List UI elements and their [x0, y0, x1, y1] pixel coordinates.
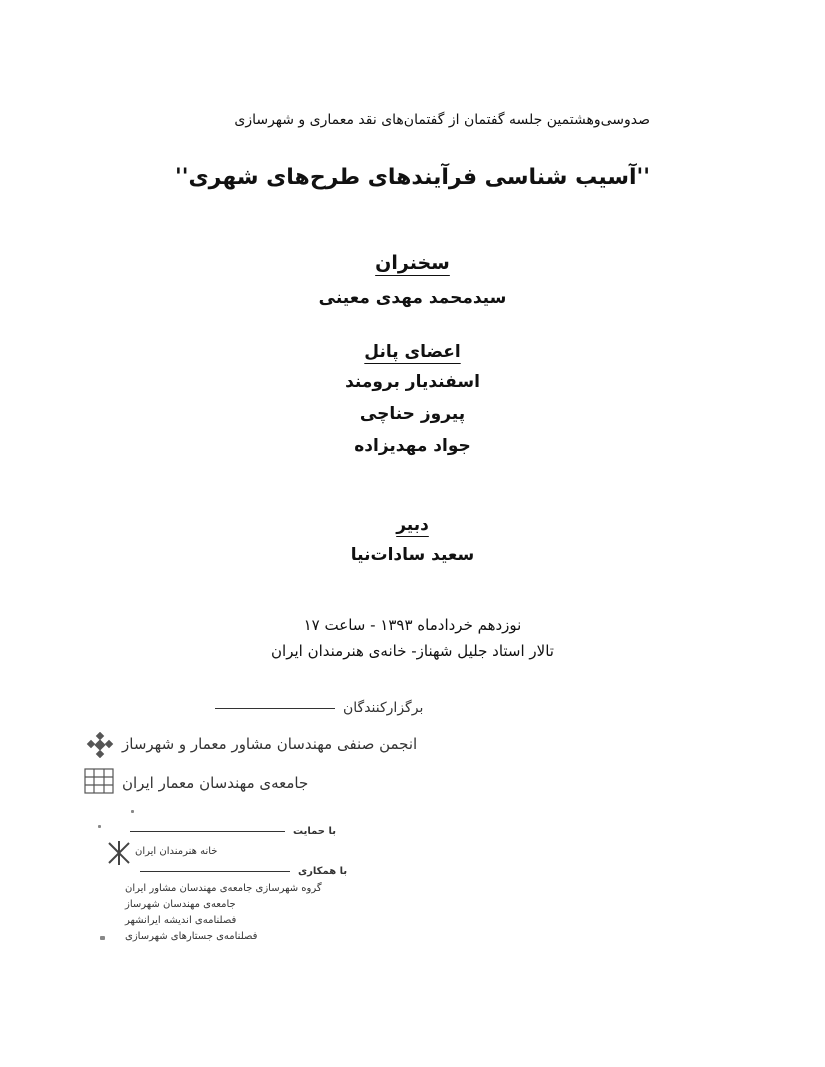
panel-member: اسفندیار برومند — [345, 372, 480, 392]
grid-squares-logo — [84, 768, 114, 798]
venue: تالار استاد جلیل شهناز- خانه‌ی هنرمندان ایران — [271, 642, 554, 660]
organizers-heading: برگزارکنندگان — [343, 700, 424, 716]
speaker-name: سیدمحمد مهدی معینی — [318, 288, 507, 308]
secretary-name: سعید سادات‌نیا — [350, 545, 475, 565]
organizers-header — [215, 700, 440, 716]
divider — [130, 831, 285, 832]
diamond-lattice-logo — [82, 732, 118, 762]
cooperation-item: فصلنامه‌ی اندیشه ایرانشهر — [125, 915, 237, 926]
star-arrow-logo — [106, 840, 132, 870]
support-header — [130, 826, 360, 837]
organizer-label: جامعه‌ی مهندسان معمار ایران — [122, 774, 309, 792]
series-line: صدوسی‌وهشتمین جلسه گفتمان از گفتمان‌های نقد معماری و شهرسازی — [234, 112, 650, 128]
cooperation-header — [140, 866, 360, 877]
divider — [215, 708, 335, 709]
speakers-section — [0, 252, 825, 308]
supporter-label: خانه هنرمندان ایران — [135, 846, 218, 857]
cooperation-item: فصلنامه‌ی جستارهای شهرسازی — [125, 931, 258, 942]
date-time: نوزدهم خردادماه ۱۳۹۳ - ساعت ۱۷ — [303, 616, 522, 634]
panel-member: جواد مهدیزاده — [354, 436, 471, 456]
cooperation-item: گروه شهرسازی جامعه‌ی مهندسان مشاور ایران — [125, 883, 322, 894]
document-title: ''آسیب شناسی فرآیندهای طرح‌های شهری'' — [175, 165, 650, 190]
speakers-heading: سخنران — [375, 252, 450, 274]
secretary-section — [0, 515, 825, 565]
scan-speck — [98, 825, 101, 828]
panel-member: پیروز حناچی — [359, 404, 466, 424]
divider — [140, 871, 290, 872]
panel-section — [0, 342, 825, 456]
cooperation-item: جامعه‌ی مهندسان شهرساز — [125, 899, 236, 910]
organizer-label: انجمن صنفی مهندسان مشاور معمار و شهرساز — [122, 735, 418, 753]
scan-speck — [100, 936, 105, 940]
cooperation-heading: با همکاری — [298, 866, 348, 877]
secretary-heading: دبیر — [396, 515, 429, 535]
panel-heading: اعضای پانل — [364, 342, 461, 362]
support-heading: با حمایت — [293, 826, 336, 837]
event-details — [0, 616, 825, 660]
scan-speck — [131, 810, 134, 813]
